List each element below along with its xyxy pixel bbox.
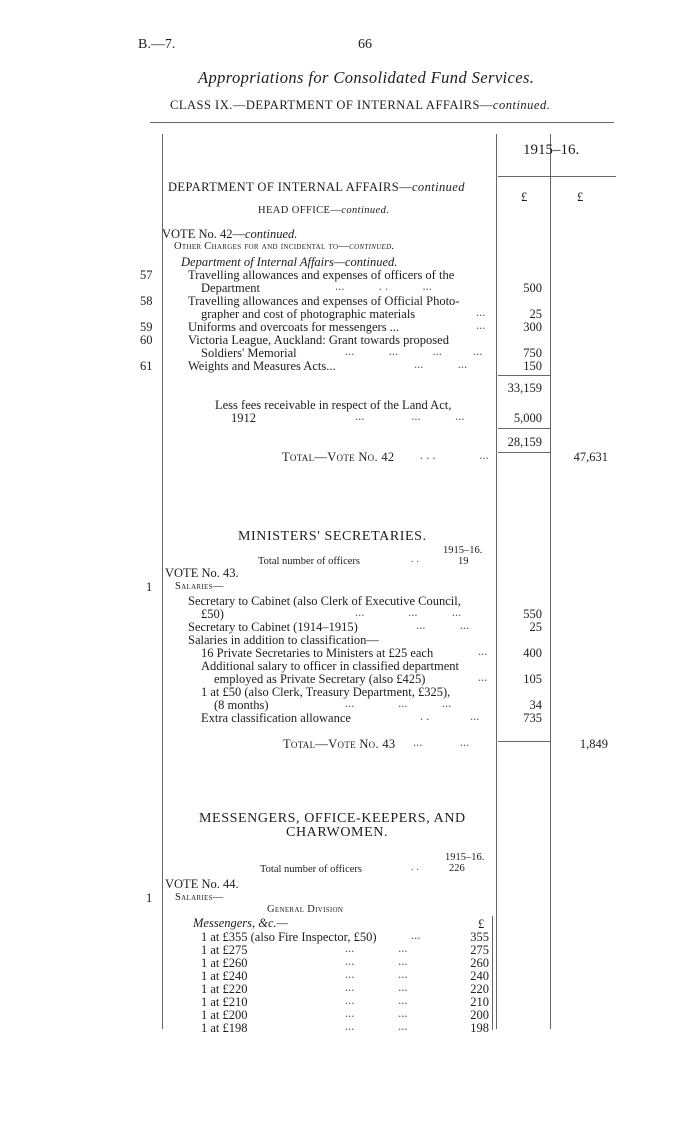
messenger-row: 1 at £220 [201,982,248,996]
year-underline [498,176,616,177]
leader-dots: ... . . ... [335,279,432,293]
ministers-heading: MINISTERS' SECRETARIES. [238,529,427,544]
item-number: 59 [140,320,153,334]
ministers-officers-label: Total number of officers [258,556,360,567]
leader-dots: ... ... ... ... [345,344,483,358]
item-text-cont: Soldiers' Memorial [201,346,297,360]
left-margin-rule [162,134,163,1029]
salary-amount: 735 [523,711,542,725]
item-text: Uniforms and overcoats for messengers ... [188,320,400,334]
salary-line: Secretary to Cabinet (also Clerk of Executive Council, [188,594,461,608]
leader-dots: ... ... [345,954,408,968]
total-vote-43-amount: 1,849 [579,737,608,751]
salary-line: employed as Private Secretary (also £425) [214,672,426,686]
column-rule-2 [550,134,551,1029]
salary-line: Additional salary to officer in classified department [201,659,460,673]
page-title: Appropriations for Consolidated Fund Services. [198,68,535,87]
page-reference: B.—7. [138,37,176,52]
messenger-amount: 198 [470,1021,489,1035]
amount-column-rule [492,916,493,1030]
vote-44-heading: VOTE No. 44. [165,877,239,891]
salary-amount: 105 [523,672,542,686]
currency-col1: £ [521,190,528,204]
leader-dots: ... [411,928,421,942]
leader-dots: ... ... [345,1006,408,1020]
salary-amount: 34 [529,698,542,712]
messengers-officers-count: 226 [449,863,465,874]
messenger-row: 1 at £198 [201,1021,248,1035]
currency-symbol: £ [478,917,485,931]
leader-dots: . . ... [420,709,480,723]
year-column-header: 1915–16. [523,142,580,158]
messenger-row: 1 at £275 [201,943,248,957]
page-number: 66 [358,37,372,52]
item-text-cont: grapher and cost of photographic materials [201,307,416,321]
total-vote-43-label: Total—Vote No. 43 [283,737,396,751]
item-number: 61 [140,359,153,373]
messenger-row: 1 at £355 (also Fire Inspector, £50) [201,930,377,944]
salary-line: Extra classification allowance [201,711,351,725]
messenger-amount: 200 [470,1008,489,1022]
messenger-row: 1 at £240 [201,969,248,983]
item-number: 1 [146,891,153,905]
leader-dots: ... ... [414,357,468,371]
messengers-subheading: Messengers, &c.— [193,916,288,930]
leader-dots: ... ... [345,941,408,955]
messenger-row: 1 at £200 [201,1008,248,1022]
salary-amount: 25 [529,620,542,634]
item-number: 1 [146,580,153,594]
messengers-heading: MESSENGERS, OFFICE-KEEPERS, AND [199,811,466,826]
item-amount: 500 [523,281,542,295]
total-vote-42-label: Total—Vote No. 42 [282,450,395,464]
item-text-cont: Department [201,281,261,295]
salary-amount: 550 [523,607,542,621]
subtotal-rule [498,375,550,376]
salary-line: 1 at £50 (also Clerk, Treasury Department, £325), [201,685,451,699]
net-amount: 28,159 [507,435,542,449]
leader-dots: . . . ... [420,448,489,462]
leader-dots: ... ... [345,967,408,981]
subtotal-amount: 33,159 [507,381,542,395]
leader-dots: ... ... [345,1019,408,1033]
net-underline [498,452,550,453]
item-text: Victoria League, Auckland: Grant towards proposed [188,333,449,347]
salary-line: 16 Private Secretaries to Ministers at £25 each [201,646,434,660]
salary-line: (8 months) [214,698,269,712]
leader-dots: ... [476,318,486,332]
column-rule-1 [496,134,497,1029]
messenger-row: 1 at £260 [201,956,248,970]
messengers-year: 1915–16. [445,852,485,863]
other-charges-heading: Other Charges for and incidental to—continued. [174,241,395,252]
item-number: 57 [140,268,153,282]
leader-dots: ... ... [413,735,470,749]
ministers-officers-count: 19 [458,556,469,567]
dept-subheading: HEAD OFFICE—continued. [258,205,390,216]
total-43-rule [498,741,550,742]
table-top-rule [150,122,614,123]
item-text: Weights and Measures Acts... [188,359,336,373]
leader-dots: ... ... ... [355,605,462,619]
leader-dots: ... ... ... [345,696,452,710]
messenger-amount: 260 [470,956,489,970]
item-text: Travelling allowances and expenses of officers of the [188,268,455,282]
leader-dots: ... ... [345,993,408,1007]
leader-dots: ... ... [416,618,470,632]
messenger-amount: 240 [470,969,489,983]
dept-heading: DEPARTMENT OF INTERNAL AFFAIRS—continued [168,180,465,194]
net-rule [498,428,550,429]
messenger-amount: 275 [470,943,489,957]
class-heading: CLASS IX.—DEPARTMENT OF INTERNAL AFFAIRS—continued. [170,98,551,112]
messenger-row: 1 at £210 [201,995,248,1009]
item-text: Travelling allowances and expenses of Official Photo- [188,294,460,308]
item-number: 58 [140,294,153,308]
salary-line: Salaries in addition to classification— [188,633,379,647]
salary-line: £50) [201,607,224,621]
leader-dots: ... ... ... [355,409,465,423]
messenger-amount: 220 [470,982,489,996]
leader-dots: ... ... [345,980,408,994]
item-amount: 150 [523,359,542,373]
less-fees-year: 1912 [231,411,256,425]
messengers-officers-label: Total number of officers [260,864,362,875]
item-amount: 750 [523,346,542,360]
messengers-heading-cont: CHARWOMEN. [286,825,389,840]
vote-43-heading: VOTE No. 43. [165,566,239,580]
salaries-heading: Salaries— [175,581,224,592]
salary-line: Secretary to Cabinet (1914–1915) [188,620,358,634]
salary-amount: 400 [523,646,542,660]
item-amount: 300 [523,320,542,334]
currency-col2: £ [577,190,584,204]
messenger-amount: 210 [470,995,489,1009]
dept-line: Department of Internal Affairs—continued. [181,255,398,269]
less-fees-amount: 5,000 [513,411,542,425]
leader-dots: ... [476,305,486,319]
total-vote-42-amount: 47,631 [573,450,608,464]
leader-dots: ... [478,670,488,684]
leader-dots: . . [411,554,419,565]
leader-dots: . . [411,862,419,873]
division-heading: General Division [267,904,344,915]
ministers-year: 1915–16. [443,545,483,556]
vote-42-heading: VOTE No. 42—continued. [162,227,298,241]
messenger-amount: 355 [470,930,489,944]
less-fees-text: Less fees receivable in respect of the Land Act, [215,398,452,412]
salaries-heading: Salaries— [175,892,224,903]
item-number: 60 [140,333,153,347]
item-amount: 25 [529,307,542,321]
leader-dots: ... [478,644,488,658]
